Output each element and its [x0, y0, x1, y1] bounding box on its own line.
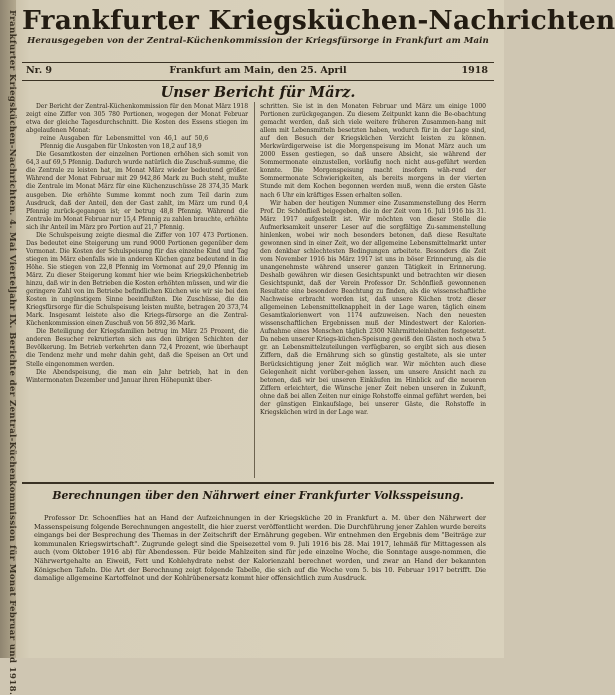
- report-paragraph: Die Abendspeisung, die man ein Jahr betrieb, hat in den Wintermonaten Dezember und Januar ihren Höhepunkt über-: [26, 368, 248, 384]
- report-title: Unser Bericht für März.: [160, 84, 356, 101]
- naehrwert-paragraph: Professor Dr. Schoenflies hat an Hand der Aufzeichnungen in der Kriegsküche 20 in Frankfurt a. M. über den Nährwert der Massenspeisung folgende Berechnungen angestellt, die hier zuerst veröffentlicht werden. Die Durchführung jener Zahlen wurde bereits eingangs bei der Besprechung des Themas in der Zeitschrift der Ernährung gegeben. Wir entnehmen den Ergebnis dem "Beiträge zur kommunalen Kriegswirtschaft". Zugrunde gelegt sind die Speisezettel vom 9. Juli 1916 bis 28. Mai 1917, lehmäß für Mittagessen als auch (vom Oktober 1916 ab) für Abendessen. Für beide Mahlzeiten sind für jede einzelne Woche, die Sonntage ausge-nommen, die Nährwertgehalte an Eiweiß, Fett und Kohlehydrate nebst der Kalorienzahl berechnet worden, und zwar an Hand der bekannten Königschen Tafeln. Die Art der Berechnung zeigt folgende Tabelle, die sich auf die Woche vom 5. bis 10. Februar 1917 betrifft. Die damalige allgemeine Kartoffelnot und der Kohlrübenersatz kommt hier offensichtlich zum Ausdruck.: [34, 514, 486, 583]
- masthead-title: Frankfurter Kriegsküchen-Nachrichten: [22, 5, 615, 36]
- issue-number: Nr. 9: [26, 65, 53, 76]
- report-paragraph: schritten. Sie ist in den Monaten Februar und März um einige 1000 Portionen zurückgegangen. Zu diesem Zeitpunkt kann die Be-obachtung gemacht werden, daß sich viele weitere früheren Zusammen-hang mit allem mit Lebensmitteln besetzten haben, wodurch für in der Lage sind, auf den Besuch der Kriegsküchen Verzicht leisten zu können. Merkwürdigerweise ist die Morgenspeisung im Monat März auch um 2000 Essen gestiegen, so daß unsere Absicht, sie während der Sommermonate einzustellen, vorläufig noch nicht aus-geführt werden konnte. Die Morgenspeisung macht insofern wäh-rend der Sommermonate Schwierigkeiten, als bereits morgens in der vierten Stunde mit dem Kochen begonnen werden muß, wenn die ersten Gäste nach 6 Uhr ein kräftiges Essen erhalten sollen.: [260, 103, 486, 199]
- report-paragraph: Die Gesamtkosten der einzelnen Portionen erhöhen sich somit von 64,3 auf 69,5 Pfennig. Dadurch wurde natürlich die Zuschuß-summe, die die Zentrale zu leisten hat, im Monat März wieder bedeutend größer. Während der Monat Februar mit 29 942,86 Mark zu Buch steht, mußte die Zentrale im Monat März für eine Küchenzuschüsse 28 374,35 Mark ausgeben. Die erhöhte Summe kommt noch zum Teil darin zum Ausdruck, daß der Anteil, den der Gast zahlt, im März um rund 0,4 Pfennig zurück-gegangen ist; er betrug 48,8 Pfennig. Während die Zentrale im Monat Februar nur 15,4 Pfennig zu zahlen brauchte, erhöhte sich ihr Anteil im März pro Portion auf 21,7 Pfennig.: [26, 151, 248, 231]
- report-cost-lines: reine Ausgaben für Lebensmittel von 46,1 auf 50,6 Pfennig die Ausgaben für Unkosten von 18,2 auf 18,9: [40, 135, 208, 151]
- column-divider: [254, 102, 255, 478]
- issue-date: Frankfurt am Main, den 25. April: [169, 65, 347, 76]
- report-paragraph: Der Bericht der Zentral-Küchenkommission für den Monat März 1918 zeigt eine Ziffer von 305 780 Portionen, wogegen der Monat Februar etwa der gleiche Tagesdurchschnitt. Die Kosten des Essens stiegen im abgelaufenen Monat:: [26, 103, 248, 135]
- naehrwert-title: Berechnungen über den Nährwert einer Frankfurter Volksspeisung.: [52, 489, 464, 502]
- spine-label: Frankfurter Kriegsküchen-Nachrichten. 4. Mai Vierteljahr IX. Berichte der Zentral-Küchenkommission für Monat Februar und 1918.: [7, 10, 17, 695]
- masthead-rule-bottom: [22, 80, 494, 81]
- issue-year: 1918: [461, 65, 488, 76]
- report-paragraph: Die Schulspeisung zeigte diesmal die Ziffer von 107 473 Portionen. Das bedeutet eine Steigerung um rund 9000 Portionen gegenüber dem Vormonat. Die Kosten der Schulspeisung für das einzelne Kind und Tag stiegen im März ebenfalls wie in anderen Küchen ganz bedeutend in die Höhe. Sie stiegen von 22,8 Pfennig im Vormonat auf 29,0 Pfennig im März. Zu dieser Steigerung kommt hier wie beim Kriegsküchenbetrieb hinzu, daß wir in den Betrieben die Kosten erhöhten müssen, und wir die geringere Zahl von im Betriebe befindlichen Küchen wie wir sie bei den Kosten in ungünstigem Sinne beeinflußten. Die Zuschüsse, die die Kriegsfürsorge für die Schulspeisung leisten mußte, betragen 20 373,74 Mark. Insgesamt leistete also die Kriegs-fürsorge an die Zentral-Küchenkommission einen Zuschuß von 56 892,36 Mark.: [26, 231, 248, 328]
- section-rule: [22, 482, 494, 484]
- report-column-right: [260, 103, 486, 417]
- masthead-subtitle: Herausgegeben von der Zentral-Küchenkommission der Kriegsfürsorge in Frankfurt am Main: [27, 36, 489, 46]
- naehrwert-text-block: [34, 514, 486, 583]
- report-column-left: [26, 103, 248, 385]
- report-paragraph: Die Beteiligung der Kriegsfamilien betrug im März 25 Prozent, die anderen Besucher rekrutierten sich aus den übrigen Schichten der Bevölkerung. Im Betrieb verkehrten dann 72,4 Prozent, wie überhaupt die Tendenz mehr und mehr dahin geht, daß die Speisen an Ort und Stelle eingenommen werden.: [26, 328, 248, 368]
- issue-line: [22, 65, 494, 78]
- masthead: [22, 5, 615, 46]
- report-paragraph: Wir haben der heutigen Nummer eine Zusammenstellung des Herrn Prof. Dr. Schönfließ beigegeben, die in der Zeit vom 16. Juli 1916 bis 31. März 1917 aufgestellt ist. Wir möchten von dieser Stelle die Aufmerksamkeit unserer Leser auf die sorgfältige Zu-sammenstellung hinlenken, wobei wir noch besonders betonen, daß diese Resultate gewonnen sind in einer Zeit, wo der allgemeine Lebensmittelmarkt unter den denkbar schlechtesten Bedingungen arbeitete. Besonders die Zeit vom November 1916 bis März 1917 ist uns in böser Erinnerung, als die unangenehmste während unserer ganzen Tätigkeit in Erinnerung. Deshalb gewähren wir diesen Gesichtspunkt und betrachten wir diesen Gesichtspunkt, daß der Verein Professor Dr. Schönfließ gewonnenen Resultate eine besondere Beachtung zu finden, als die wissenschaftliche Nachweise erbracht worden ist, daß unsere Küchen trotz dieser allgemeinen Lebensmittelknappheit in der Lage waren, täglich einem Gesamtkalorienwert von 1174 aufzuweisen. Nach den neuesten wissenschaftlichen Ergebnissen muß der Mindestwert der Kalorien-Aufnahme eines Menschen täglich 2300 Nährmitteleinheiten festgesetzt. Da neben unserer Kriegs-küchen-Speisung gewiß den Gästen noch etwa 5 gr. an Lebensmittelzuteilungen verfügbaren, so ergibt sich aus diesen Ziffern, daß die Ernährung sich so günstig gestaltete, als sie unter Berücksichtigung jener Zeit möglich war. Wir möchten auch diese Gelegenheit nicht vorüber-gehen lassen, um unsere Ansicht nach zu betonen, daß wir bei unseren Einkäufen im Hinblick auf die neueren Ziffern erleichtert, die Wünsche jener Zeit neben unseren in Zukunft, ohne daß bei allen Zeiten nur einige Rohstoffe einmal geführt werden, bei der günstigen Einkaufslage, bei unserer Gäste, die Rohstoffe in Kriegsküchen wird in der Lage war.: [260, 199, 486, 416]
- masthead-rule-top: [22, 62, 494, 63]
